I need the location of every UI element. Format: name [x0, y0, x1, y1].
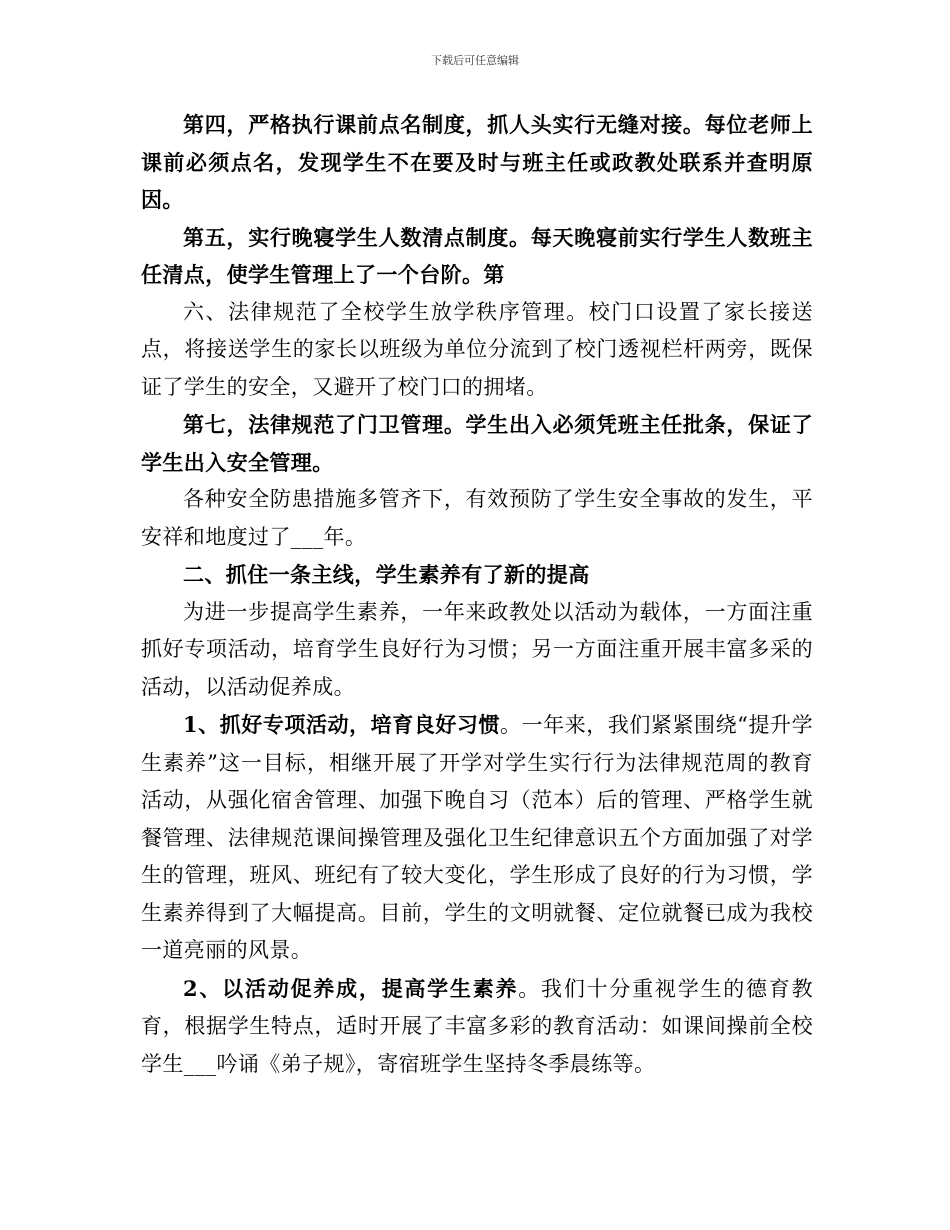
paragraph-sixth-rule: 六、法律规范了全校学生放学秩序管理。校门口设置了家长接送点，将接送学生的家长以班级为单位分流到了校门透视栏杆两旁，既保证了学生的安全，又避开了校门口的拥堵。 — [141, 299, 813, 399]
paragraph-item-one — [141, 706, 813, 970]
paragraph-item-two — [141, 970, 813, 1084]
item-two-body: 。我们十分重视学生的德育教育，根据学生特点，适时开展了丰富多彩的教育活动：如课间操前全校学生___吟诵《弟子规》，寄宿班学生坚持冬季晨练等。 — [141, 976, 813, 1076]
paragraph-fifth-rule: 第五，实行晚寝学生人数清点制度。每天晚寝前实行学生人数班主任清点，使学生管理上了一个台阶。第 — [141, 224, 813, 287]
paragraph-section-intro: 为进一步提高学生素养，一年来政教处以活动为载体，一方面注重抓好专项活动，培育学生良好行为习惯；另一方面注重开展丰富多采的活动，以活动促养成。 — [141, 599, 813, 699]
item-two-lead: 2、以活动促养成，提高学生素养 — [183, 975, 519, 1001]
item-one-lead: 1、抓好专项活动，培育良好习惯 — [183, 712, 501, 737]
section-heading-two: 二、抓住一条主线，学生素养有了新的提高 — [183, 562, 590, 587]
paragraph-fourth-rule: 第四，严格执行课前点名制度，抓人头实行无缝对接。每位老师上课前必须点名，发现学生不在要及时与班主任或政教处联系并查明原因。 — [141, 112, 813, 212]
page-header: 下载后可任意编辑 — [431, 54, 519, 67]
paragraph-safety-summary: 各种安全防患措施多管齐下，有效预防了学生安全事故的发生，平安祥和地度过了___年。 — [141, 487, 813, 549]
paragraph-seventh-rule: 第七，法律规范了门卫管理。学生出入必须凭班主任批条，保证了学生出入安全管理。 — [141, 412, 813, 475]
item-one-body: 。一年来，我们紧紧围绕“提升学生素养”这一目标，相继开展了开学对学生实行行为法律规范周的教育活动，从强化宿舍管理、加强下晚自习（范本）后的管理、严格学生就餐管理、法律规范课间操管理及强化卫生纪律意识五个方面加强了对学生的管理，班风、班纪有了较大变化，学生形成了良好的行为习惯，学生素养得到了大幅提高。目前，学生的文明就餐、定位就餐已成为我校一道亮丽的风景。 — [141, 713, 813, 962]
document-body — [141, 106, 813, 1083]
